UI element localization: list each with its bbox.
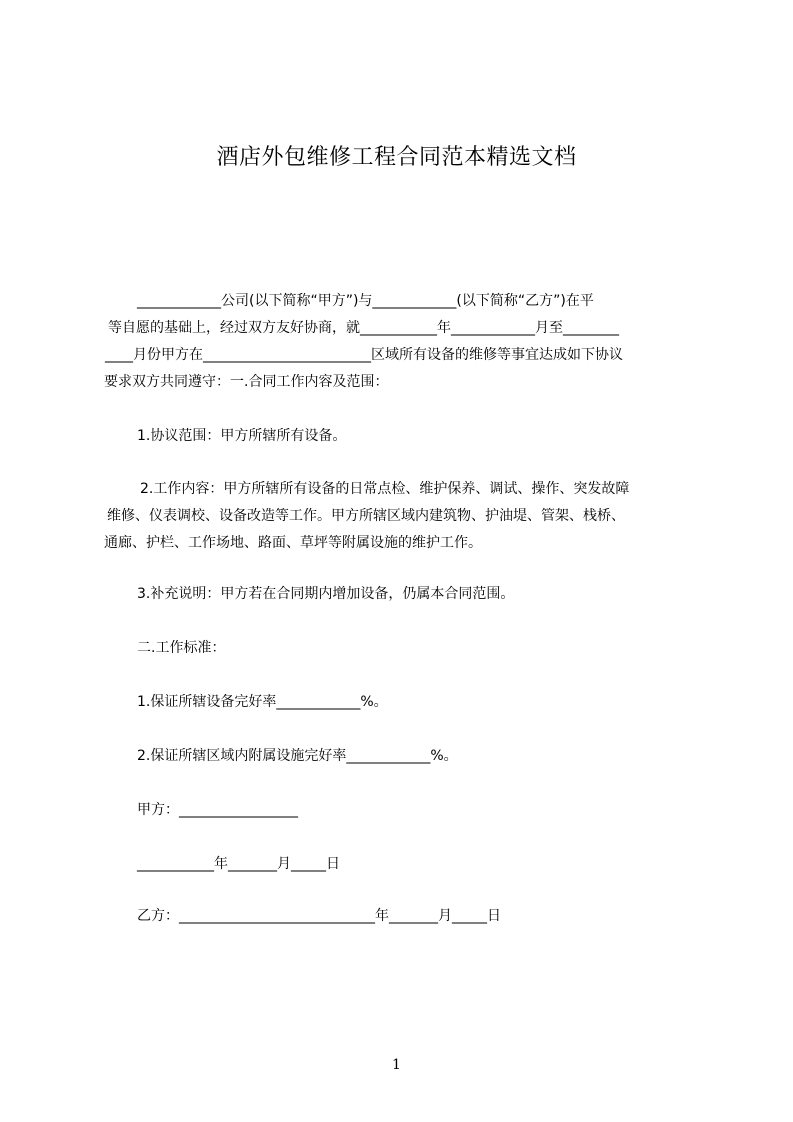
work-content-line-3: 通廊、护栏、工作场地、路面、草坪等附属设施的维护工作。 (104, 535, 482, 551)
work-content-line-1: 2.工作内容：甲方所辖所有设备的日常点检、维护保养、调试、操作、突发故障 (140, 481, 630, 497)
standard-item-1: 1.保证所辖设备完好率____________%。 (137, 694, 388, 710)
intro-line-3: ____月份甲方在________________________区域所有设备的维修等事宜达成如下协议 (105, 347, 623, 363)
party-a-signature: 甲方：_________________ (137, 802, 298, 818)
intro-line-1: ____________公司(以下简称“甲方”)与____________(以下简称“乙方”)在平 (137, 293, 594, 309)
document-title: 酒店外包维修工程合同范本精选文档 (216, 145, 577, 170)
scope-item: 1.协议范围：甲方所辖所有设备。 (137, 428, 347, 444)
intro-line-2: 等自愿的基础上，经过双方友好协商，就___________年____________月至________ (108, 320, 619, 336)
standard-item-2: 2.保证所辖区域内附属设施完好率____________%。 (137, 748, 458, 764)
party-b-signature: 乙方：____________________________年_______月_____日 (137, 908, 501, 924)
party-a-date: ___________年_______月_____日 (137, 856, 340, 872)
section2-heading: 二.工作标准： (137, 640, 226, 656)
page-number: 1 (392, 1057, 401, 1073)
supplement-item: 3.补充说明：甲方若在合同期内增加设备，仍属本合同范围。 (137, 586, 515, 602)
intro-line-4: 要求双方共同遵守：一.合同工作内容及范围： (104, 374, 389, 390)
work-content-line-2: 维修、仪表调校、设备改造等工作。甲方所辖区域内建筑物、护油堤、管架、栈桥、 (107, 508, 625, 524)
